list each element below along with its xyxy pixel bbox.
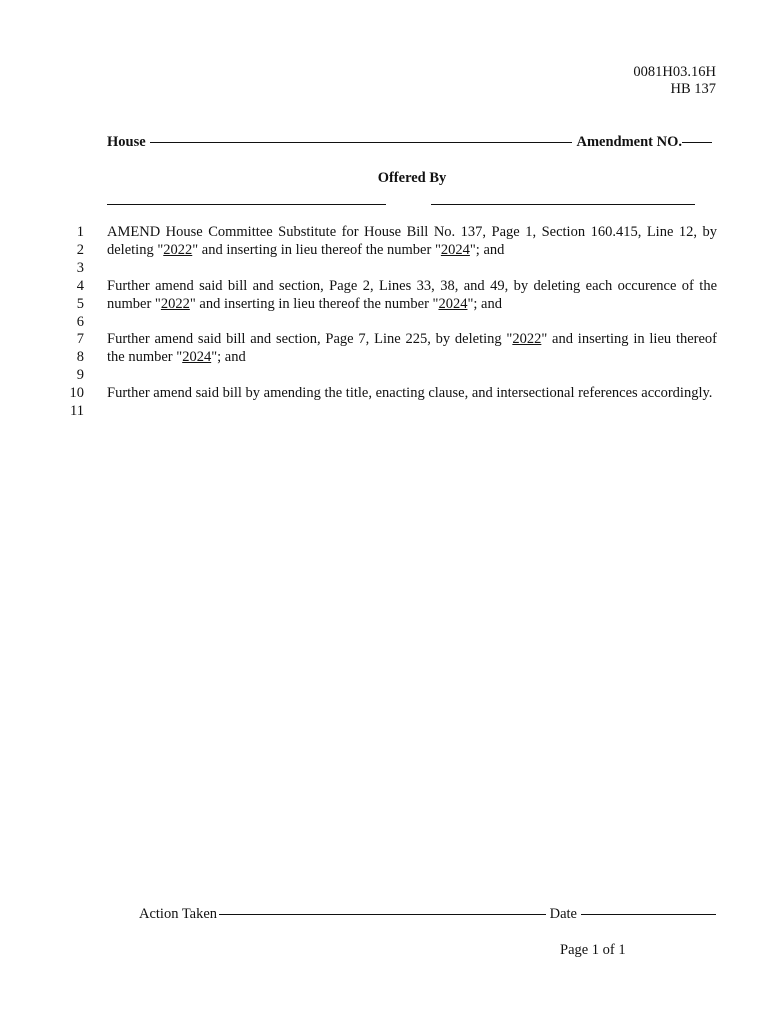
inserted-year: 2024 — [438, 295, 468, 312]
paragraph-text: AMEND House Committee Substitute for House Bill No. 137, Page 1, Section 160.415, Line 12, by deleting " — [107, 224, 717, 258]
action-taken-label: Action Taken — [139, 906, 218, 922]
line-number: 7 — [76, 331, 84, 348]
paragraph-text: " and inserting in lieu thereof the number " — [107, 331, 717, 366]
deleted-year: 2022 — [163, 241, 193, 258]
action-taken-blank-line — [219, 914, 546, 915]
doc-code: 0081H03.16H — [633, 64, 716, 80]
amendment-body — [107, 224, 717, 421]
line-number: 2 — [76, 241, 84, 258]
paragraph-text: Further amend said bill and section, Page 2, Lines 33, 38, and 49, by deleting each occurence of the number " — [107, 277, 717, 312]
bill-reference: HB 137 — [670, 81, 716, 97]
action-taken-row — [139, 906, 716, 923]
paragraph-text: Further amend said bill by amending the title, enacting clause, and intersectional references accordingly. — [107, 385, 713, 402]
deleted-year: 2022 — [512, 331, 542, 348]
paragraph-text: " and inserting in lieu thereof the number " — [192, 241, 441, 258]
amendment-header-row — [107, 134, 712, 151]
chamber-label: House — [107, 134, 146, 150]
chamber-blank-line — [150, 142, 573, 143]
paragraph-text: "; and — [211, 349, 246, 366]
amendment-paragraph-4 — [107, 385, 717, 403]
amendment-paragraph-1 — [107, 224, 717, 260]
page-number: Page 1 of 1 — [560, 942, 626, 958]
date-blank-line — [581, 914, 716, 915]
paragraph-text: "; and — [467, 295, 502, 312]
document-identifier — [633, 64, 716, 98]
line-number: 5 — [76, 295, 84, 312]
inserted-year: 2024 — [440, 241, 470, 258]
paragraph-text: " and inserting in lieu thereof the number " — [189, 295, 439, 312]
amendment-paragraph-2 — [107, 278, 717, 314]
paragraph-text: Further amend said bill and section, Page 7, Line 225, by deleting " — [107, 331, 513, 348]
amendment-paragraph-3 — [107, 331, 717, 367]
paragraph-text: "; and — [469, 241, 505, 258]
deleted-year: 2022 — [160, 295, 190, 312]
line-number-column — [58, 224, 84, 421]
line-number: 10 — [69, 385, 84, 402]
line-number: 11 — [70, 403, 84, 420]
offered-by-label: Offered By — [377, 170, 447, 186]
line-number: 3 — [76, 259, 84, 276]
line-number: 4 — [76, 277, 84, 294]
line-number: 1 — [76, 224, 84, 240]
line-number: 6 — [76, 313, 84, 330]
line-number: 8 — [76, 349, 84, 366]
sponsor-signature-line-left — [107, 204, 386, 205]
date-label: Date — [549, 906, 577, 922]
sponsor-signature-line-right — [431, 204, 695, 205]
amendment-number-label: Amendment NO. — [576, 134, 682, 150]
inserted-year: 2024 — [182, 349, 212, 366]
amendment-number-blank — [682, 142, 712, 143]
line-number: 9 — [76, 367, 84, 384]
